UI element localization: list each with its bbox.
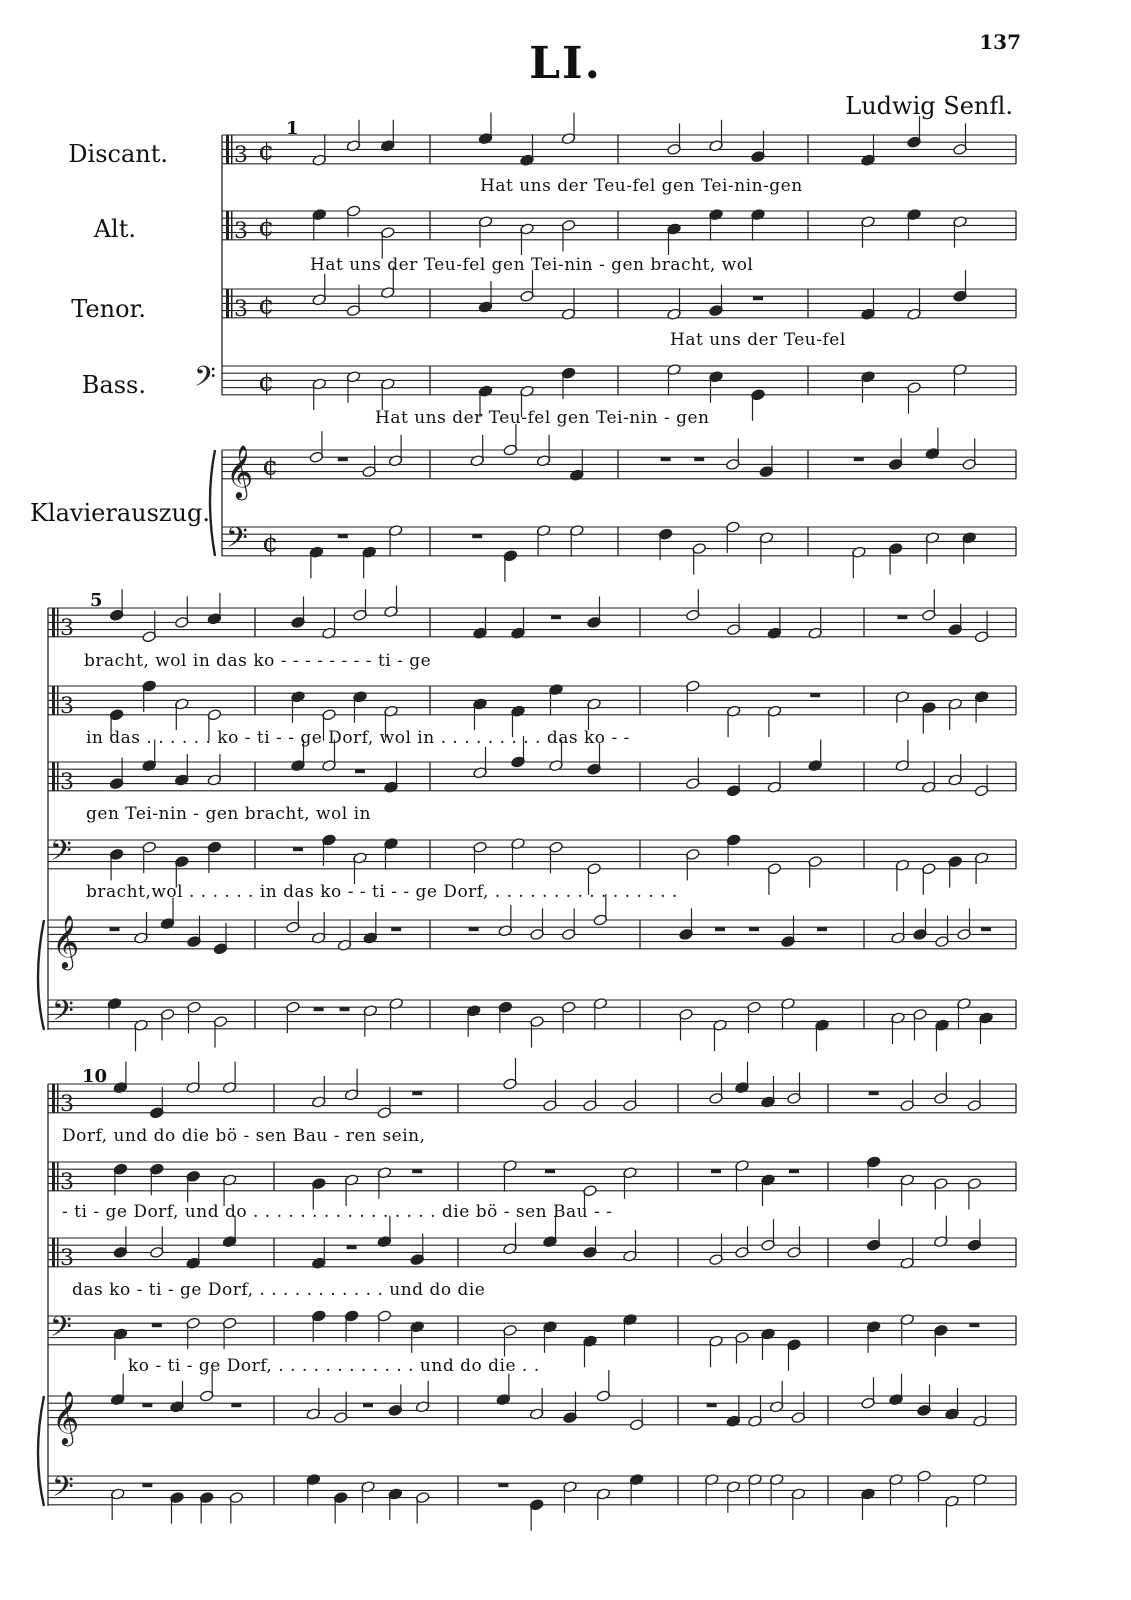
c-clef: 3	[234, 218, 248, 244]
bass-clef: 𝄢	[50, 1310, 72, 1351]
rest	[869, 1091, 879, 1095]
rest	[753, 296, 763, 300]
treble-clef: 𝄞	[52, 1389, 80, 1444]
rest	[707, 1403, 717, 1407]
rest	[293, 847, 303, 851]
rest	[355, 769, 365, 773]
rest	[545, 1169, 555, 1173]
piano-brace	[38, 1396, 44, 1506]
bass-clef: 𝄢	[50, 834, 72, 875]
rest	[338, 457, 348, 461]
lyrics-s1-bass: Hat uns der Teu-fel gen Tei-nin - gen	[375, 408, 710, 428]
measure-number-10: 10	[82, 1066, 108, 1087]
c-clef: 3	[60, 693, 74, 719]
c-clef: 3	[234, 142, 248, 168]
c-clef	[52, 1162, 55, 1191]
treble-clef: 𝄞	[52, 913, 80, 968]
page-number: 137	[979, 30, 1021, 54]
bass-clef: 𝄢	[226, 521, 248, 562]
lyrics-s2-bass: bracht,wol . . . . . . in das ko - - ti - - ge Dorf, . . . . . . . . . . . . . . . .	[86, 882, 678, 902]
c-clef	[231, 211, 233, 240]
rest	[472, 534, 482, 538]
voice-label-bass: Bass.	[81, 371, 146, 399]
c-clef	[231, 135, 233, 164]
rest	[715, 927, 725, 931]
time-signature: ¢	[258, 212, 275, 243]
bass-clef: 𝄢	[52, 1470, 74, 1511]
piece-number: LI.	[529, 38, 602, 89]
lyrics-s3-discant: Dorf, und do die bö - sen Bau - ren sein,	[62, 1126, 426, 1146]
rest	[817, 927, 827, 931]
rest	[981, 927, 991, 931]
lyrics-s3-tenor: das ko - ti - ge Dorf, . . . . . . . . . . . und do die	[72, 1280, 486, 1300]
piano-brace	[210, 450, 215, 556]
c-clef	[52, 1084, 55, 1113]
time-signature: ¢	[262, 528, 279, 559]
rest	[231, 1403, 241, 1407]
composer: Ludwig Senfl.	[845, 92, 1013, 120]
c-clef: 3	[60, 615, 74, 641]
rest	[969, 1323, 979, 1327]
measure-number-5: 5	[90, 590, 103, 611]
c-clef	[57, 1238, 59, 1267]
rest	[338, 534, 348, 538]
c-clef	[52, 608, 55, 637]
c-clef: 3	[60, 1245, 74, 1271]
rest	[551, 615, 561, 619]
treble-clef: 𝄞	[226, 443, 254, 498]
bass-clef: 𝄢	[194, 360, 216, 401]
lyrics-s1-alt: Hat uns der Teu-fel gen Tei-nin - gen bracht, wol	[310, 255, 754, 275]
rest	[897, 615, 907, 619]
piano-brace	[38, 920, 44, 1030]
c-clef	[226, 135, 229, 164]
c-clef	[57, 1162, 59, 1191]
measure-number-1: 1	[286, 118, 299, 139]
rest	[152, 1323, 162, 1327]
rest	[391, 927, 401, 931]
voice-label-tenor: Tenor.	[71, 295, 146, 323]
c-clef	[231, 289, 233, 318]
voice-label-discant: Discant.	[68, 140, 168, 168]
rest	[363, 1403, 373, 1407]
c-clef	[57, 762, 59, 791]
c-clef	[57, 686, 59, 715]
rest	[810, 693, 820, 697]
time-signature: ¢	[258, 367, 275, 398]
c-clef	[57, 1084, 59, 1113]
rest	[854, 457, 864, 461]
lyrics-s1-tenor: Hat uns der Teu-fel	[670, 330, 846, 350]
rest	[110, 927, 120, 931]
rest	[694, 457, 704, 461]
lyrics-s1-discant: Hat uns der Teu-fel gen Tei-nin-gen	[480, 176, 803, 196]
c-clef	[226, 211, 229, 240]
c-clef	[52, 1238, 55, 1267]
time-signature: ¢	[258, 136, 275, 167]
rest	[749, 927, 759, 931]
rest	[347, 1245, 357, 1249]
rest	[340, 1007, 350, 1011]
voice-label-alt: Alt.	[93, 215, 136, 243]
c-clef	[52, 762, 55, 791]
rest	[142, 1483, 152, 1487]
c-clef: 3	[60, 1169, 74, 1195]
lyrics-s2-tenor: gen Tei-nin - gen bracht, wol in	[86, 804, 372, 824]
rest	[789, 1169, 799, 1173]
rest	[142, 1403, 152, 1407]
c-clef	[226, 289, 229, 318]
c-clef	[57, 608, 59, 637]
lyrics-s3-bass: ko - ti - ge Dorf, . . . . . . . . . . . . und do die . .	[128, 1356, 540, 1376]
time-signature: ¢	[258, 290, 275, 321]
rest	[314, 1007, 324, 1011]
c-clef: 3	[234, 296, 248, 322]
rest	[469, 927, 479, 931]
lyrics-s2-alt: in das . . . . . . ko - ti - - ge Dorf, wol in . . . . . . . . . das ko - -	[86, 728, 630, 748]
c-clef: 3	[60, 1091, 74, 1117]
time-signature: ¢	[262, 451, 279, 482]
rest	[711, 1169, 721, 1173]
rest	[498, 1483, 508, 1487]
lyrics-s2-discant: bracht, wol in das ko - - - - - - - - ti - ge	[84, 651, 432, 671]
lyrics-s3-alt: - ti - ge Dorf, und do . . . . . . . . . . . . . . . . die bö - sen Bau - -	[62, 1202, 613, 1222]
rest	[412, 1169, 422, 1173]
c-clef	[52, 686, 55, 715]
bass-clef: 𝄢	[52, 994, 74, 1035]
rest	[412, 1091, 422, 1095]
voice-label-piano: Klavierauszug.	[30, 499, 210, 527]
c-clef: 3	[60, 769, 74, 795]
rest	[661, 457, 671, 461]
